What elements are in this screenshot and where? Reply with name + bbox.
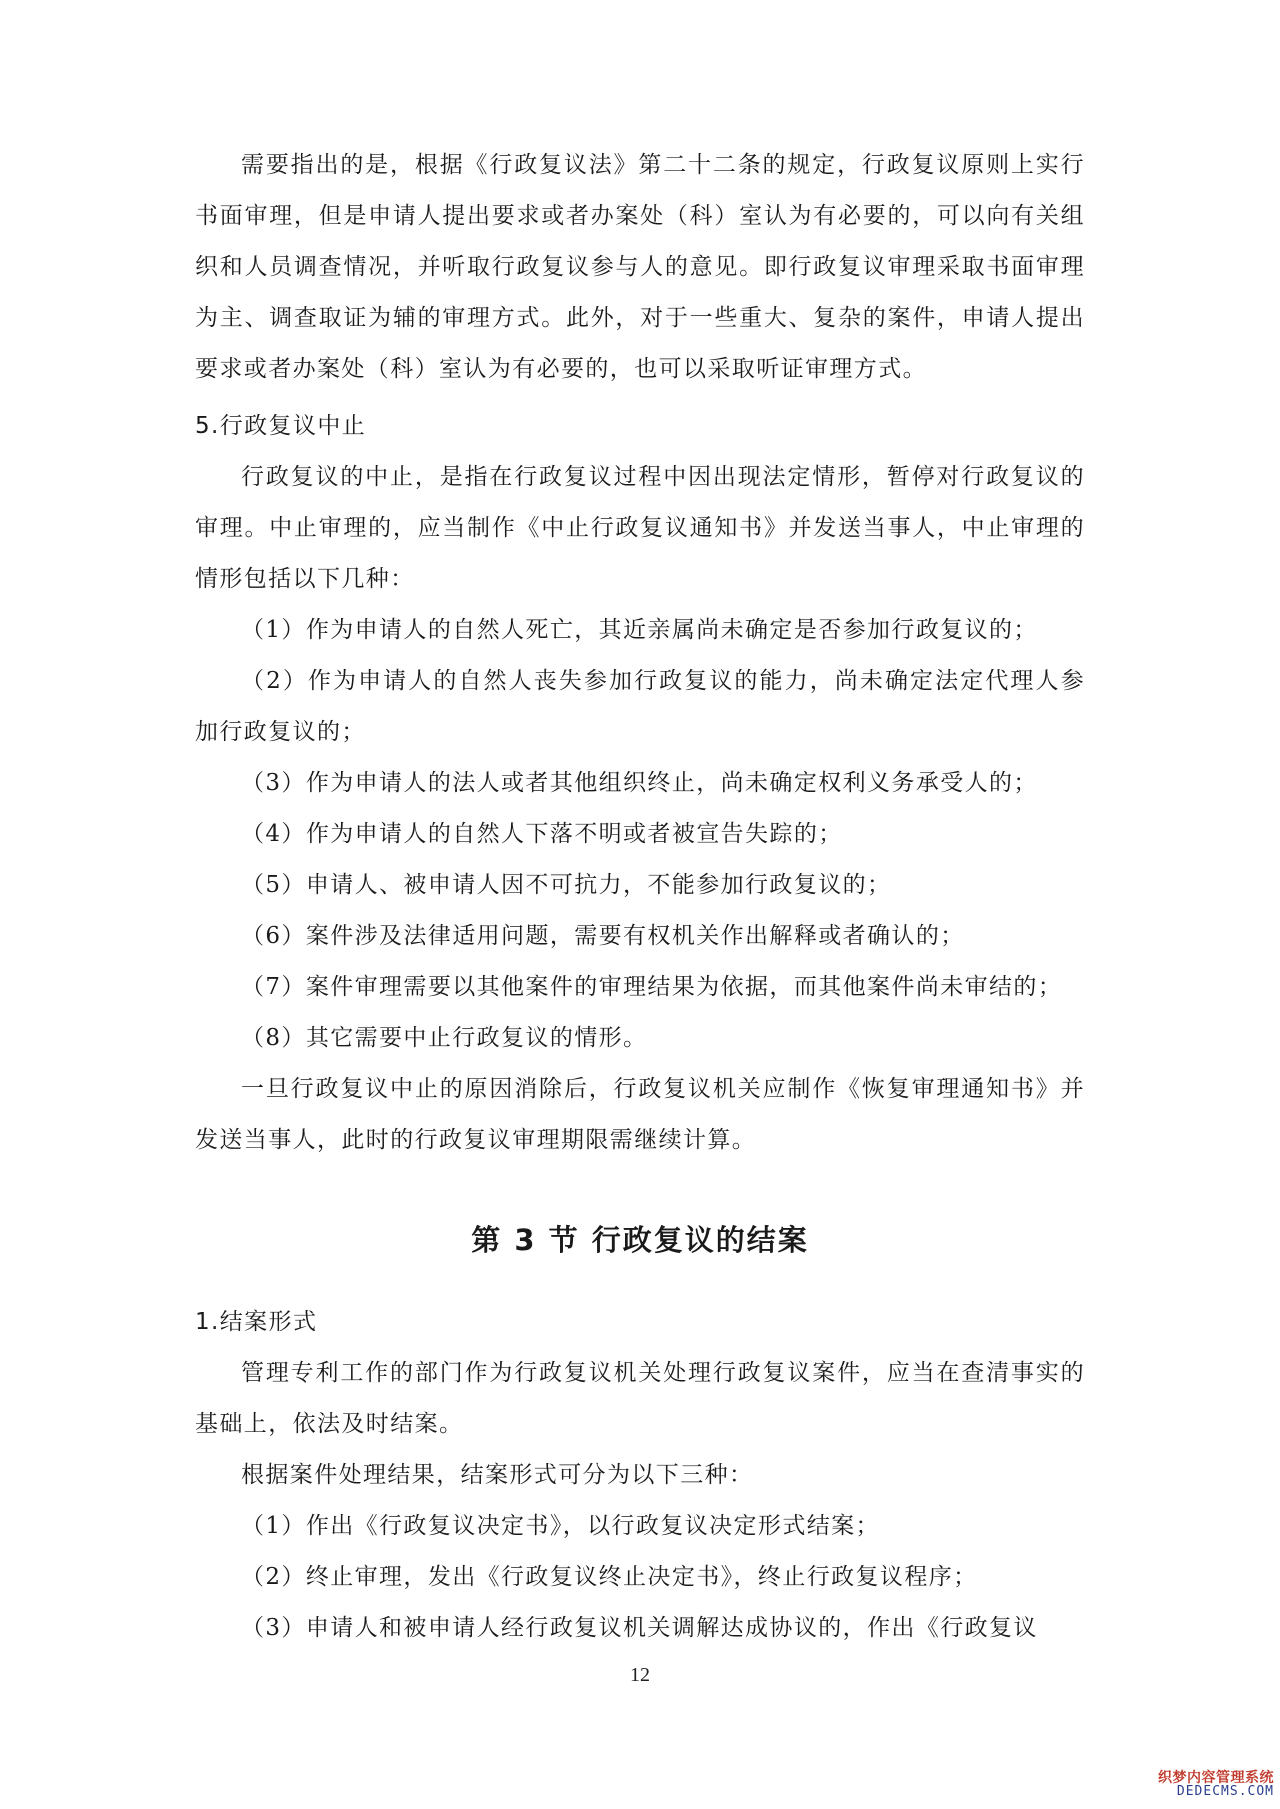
list-item: （1）作出《行政复议决定书》，以行政复议决定形式结案； — [241, 1513, 880, 1539]
list-item: （7）案件审理需要以其他案件的审理结果为依据，而其他案件尚未审结的； — [241, 974, 1063, 1000]
paragraph-suspension-definition: 行政复议的中止，是指在行政复议过程中因出现法定情形，暂停对行政复议的审理。中止审理的，应当制作《中止行政复议通知书》并发送当事人，中止审理的情形包括以下几种： — [195, 464, 1085, 592]
list-item: （2）作为申请人的自然人丧失参加行政复议的能力，尚未确定法定代理人参加行政复议的； — [195, 668, 1085, 745]
list-item: （5）申请人、被申请人因不可抗力，不能参加行政复议的； — [241, 872, 892, 898]
watermark-en-text: DEDECMS.COM — [1176, 1784, 1274, 1800]
section-title: 第 3 节 行政复议的结案 — [471, 1223, 809, 1257]
subheading-closing-forms: 1.结案形式 — [195, 1309, 318, 1335]
paragraph-written-review: 需要指出的是，根据《行政复议法》第二十二条的规定，行政复议原则上实行书面审理，但是申请人提出要求或者办案处（科）室认为有必要的，可以向有关组织和人员调查情况，并听取行政复议参与人的意见。即行政复议审理采取书面审理为主、调查取证为辅的审理方式。此外，对于一些重大、复杂的案件，申请人提出要求或者办案处（科）室认为有必要的，也可以采取听证审理方式。 — [195, 152, 1085, 382]
document-body — [195, 140, 1085, 1654]
list-item: （4）作为申请人的自然人下落不明或者被宣告失踪的； — [241, 821, 843, 847]
list-item: （3）作为申请人的法人或者其他组织终止，尚未确定权利义务承受人的； — [241, 770, 1038, 796]
subheading-suspension: 5.行政复议中止 — [195, 413, 367, 439]
paragraph-closing-types: 根据案件处理结果，结案形式可分为以下三种： — [241, 1462, 754, 1488]
page-number: 12 — [630, 1664, 650, 1686]
watermark-cn-text: 织梦内容管理系统 — [1158, 1769, 1274, 1786]
list-item: （6）案件涉及法律适用问题，需要有权机关作出解释或者确认的； — [241, 923, 965, 949]
paragraph-resume-review: 一旦行政复议中止的原因消除后，行政复议机关应制作《恢复审理通知书》并发送当事人，此时的行政复议审理期限需继续计算。 — [195, 1076, 1085, 1153]
paragraph-closing-intro: 管理专利工作的部门作为行政复议机关处理行政复议案件，应当在查清事实的基础上，依法及时结案。 — [195, 1360, 1085, 1437]
list-item: （8）其它需要中止行政复议的情形。 — [241, 1025, 648, 1051]
list-item: （1）作为申请人的自然人死亡，其近亲属尚未确定是否参加行政复议的； — [241, 617, 1038, 643]
list-item: （2）终止审理，发出《行政复议终止决定书》，终止行政复议程序； — [241, 1564, 978, 1590]
list-item: （3）申请人和被申请人经行政复议机关调解达成协议的，作出《行政复议 — [241, 1615, 1038, 1641]
watermark-logo — [1158, 1771, 1274, 1799]
